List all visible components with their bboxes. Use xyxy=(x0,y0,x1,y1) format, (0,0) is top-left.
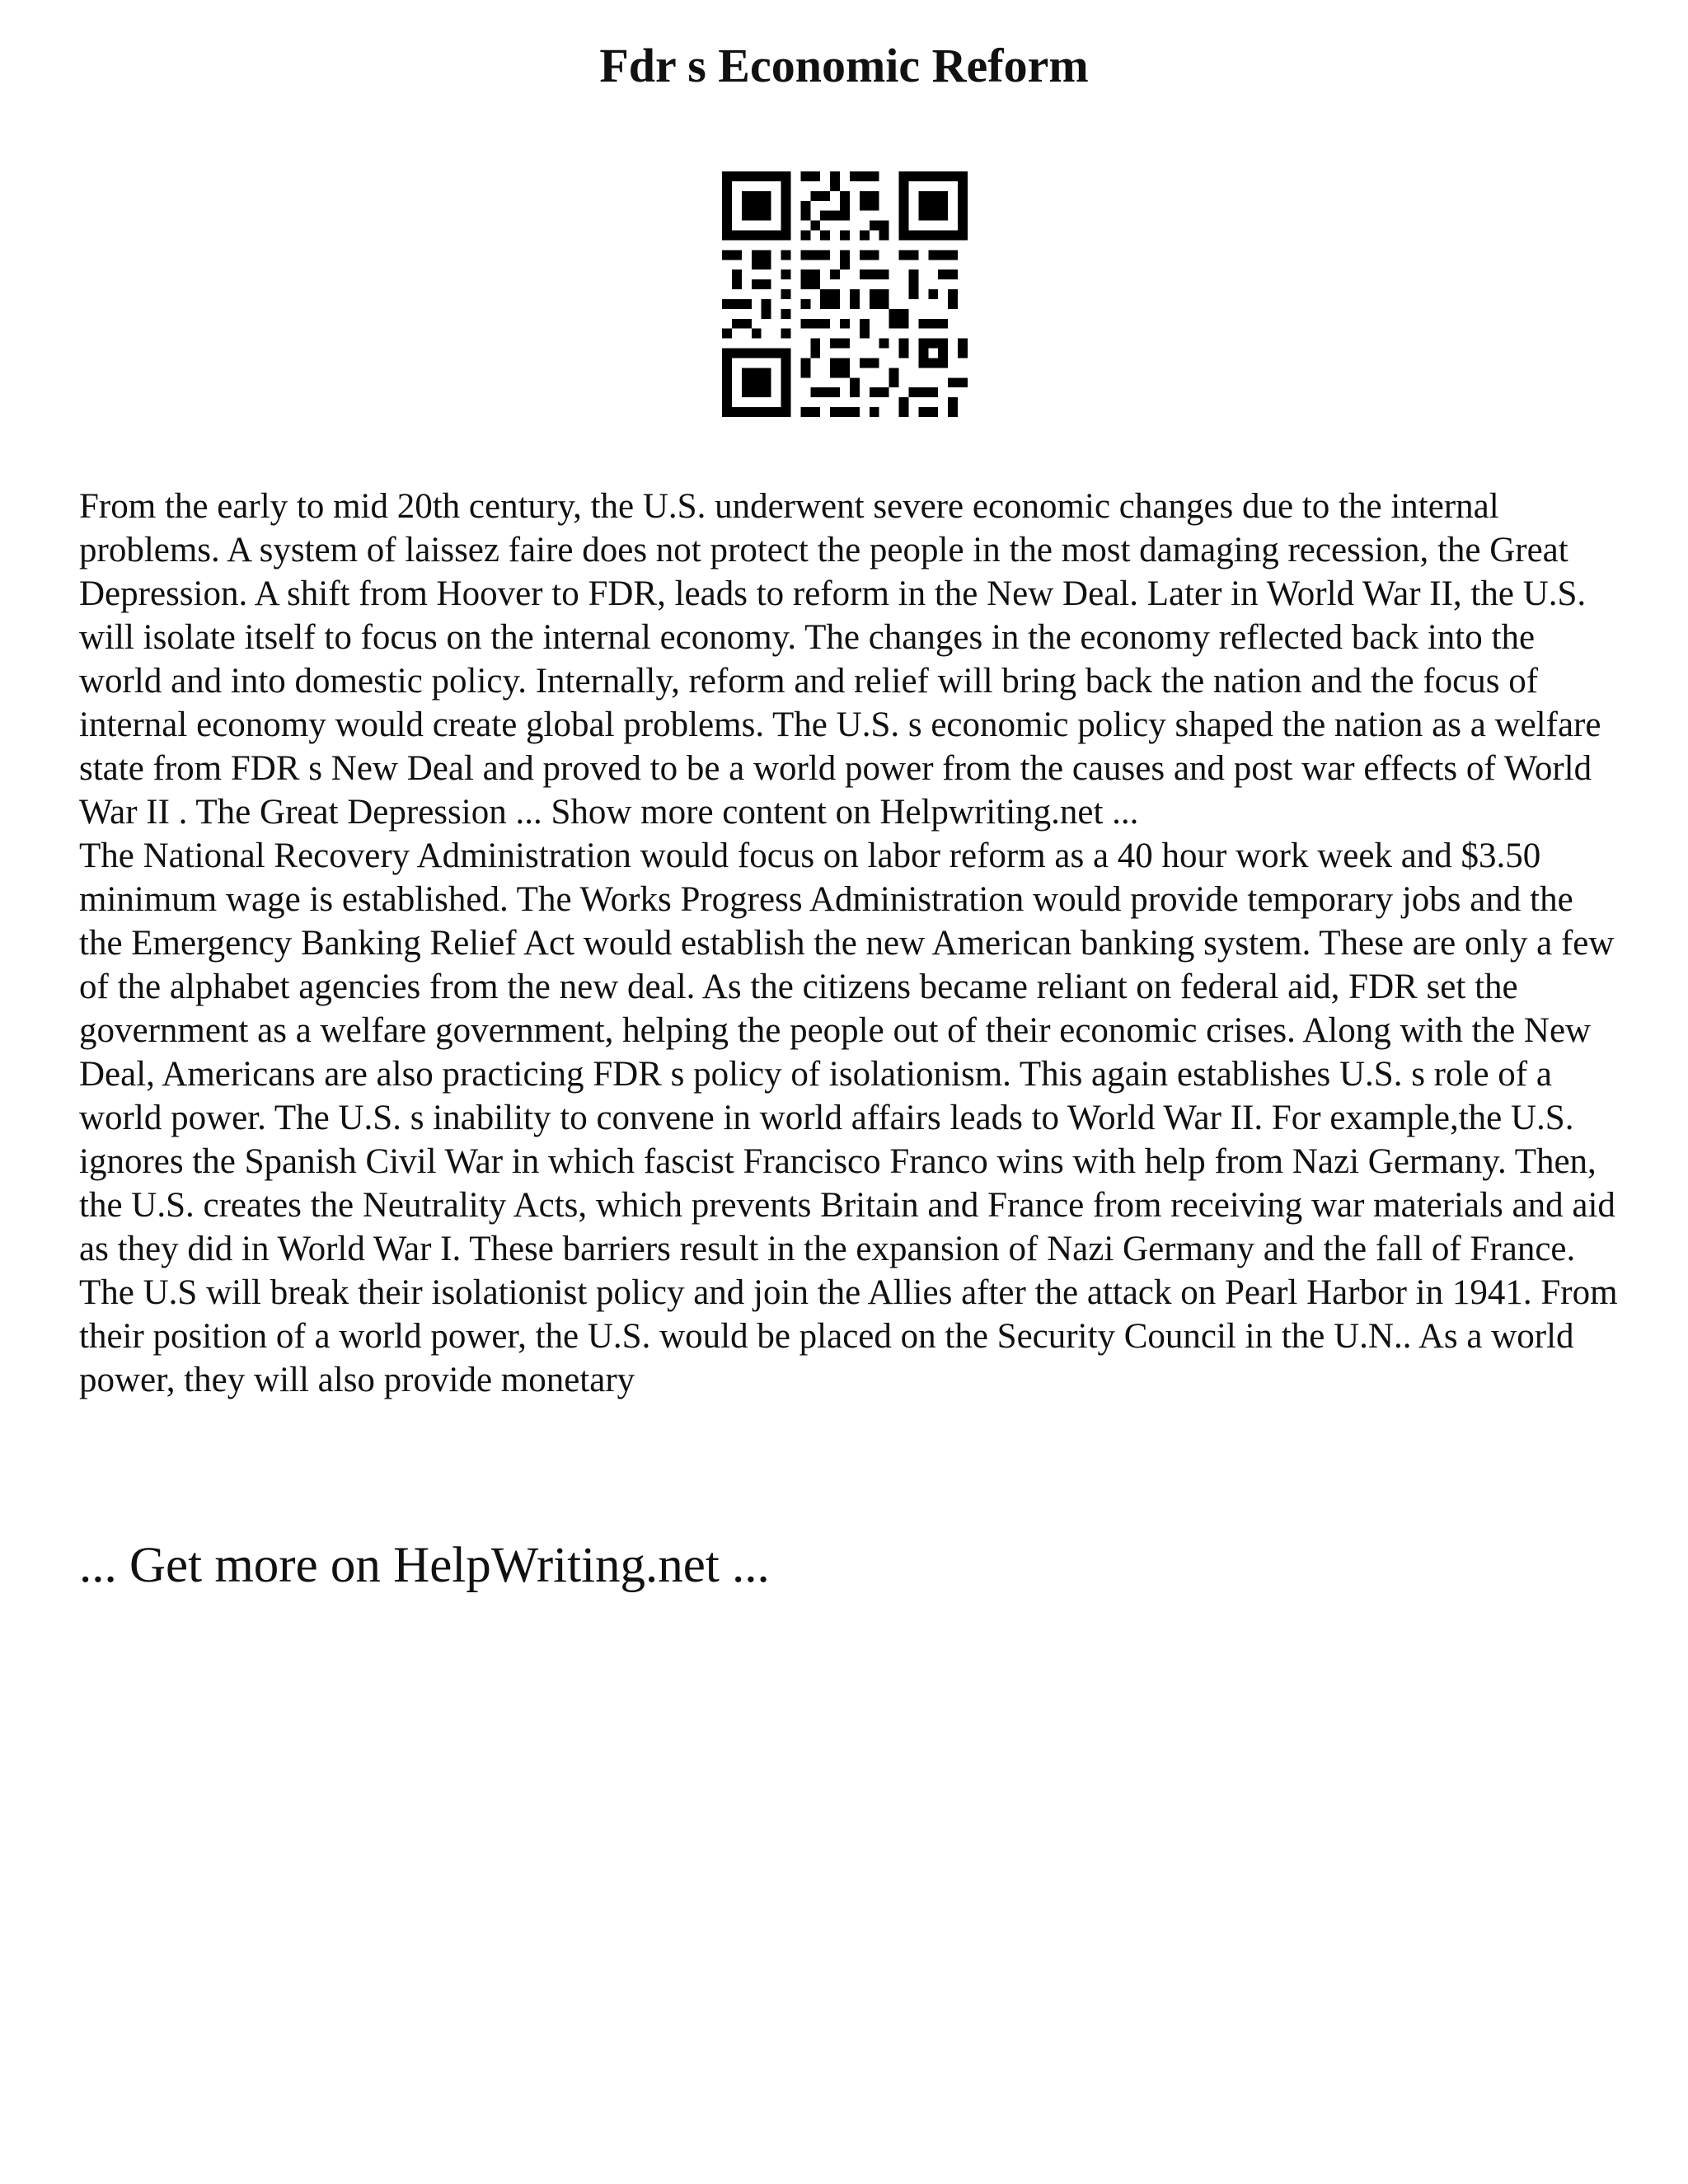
article-paragraph: From the early to mid 20th century, the U.S. underwent severe economic changes due to the internal problems. A system of laissez faire does not protect the people in the most damaging recession, the Great Depression. A shift from Hoover to FDR, leads to reform in the New Deal. Later in World War II, the U.S. will isolate itself to focus on the internal economy. The changes in the economy reflected back into the world and into domestic policy. Internally, reform and relief will bring back the nation and the focus of internal economy would create global problems. The U.S. s economic policy shaped the nation as a welfare state from FDR s New Deal and proved to be a world power from the causes and post war effects of World War II . The Great Depression ... Show more content on Helpwriting.net ... xyxy=(79,487,1601,832)
get-more-link[interactable]: ... Get more on HelpWriting.net ... xyxy=(79,1538,770,1593)
article-paragraph: The National Recovery Administration would focus on labor reform as a 40 hour work week and $3.50 minimum wage is established. The Works Progress Administration would provide temporary jobs and the the Emergency Banking Relief Act would establish the new American banking system. These are only a few of the alphabet agencies from the new deal. As the citizens became reliant on federal aid, FDR set the government as a welfare government, helping the people out of their economic crises. Along with the New Deal, Americans are also practicing FDR s policy of isolationism. This again establishes U.S. s role of a world power. The U.S. s inability to convene in world affairs leads to World War II. For example,the U.S. ignores the Spanish Civil War in which fascist Francisco Franco wins with help from Nazi Germany. Then, the U.S. creates the Neutrality Acts, which prevents Britain and France from receiving war materials and aid as they did in World War I. These barriers result in the expansion of Nazi Germany and the fall of France. The U.S will break their isolationist policy and join the Allies after the attack on Pearl Harbor in 1941. From their position of a world power, the U.S. would be placed on the Security Council in the U.N.. As a world power, they will also provide monetary xyxy=(79,837,1618,1399)
article-body xyxy=(79,485,1620,1402)
qr-code-icon xyxy=(722,171,968,417)
page-title: Fdr s Economic Reform xyxy=(599,39,1089,92)
